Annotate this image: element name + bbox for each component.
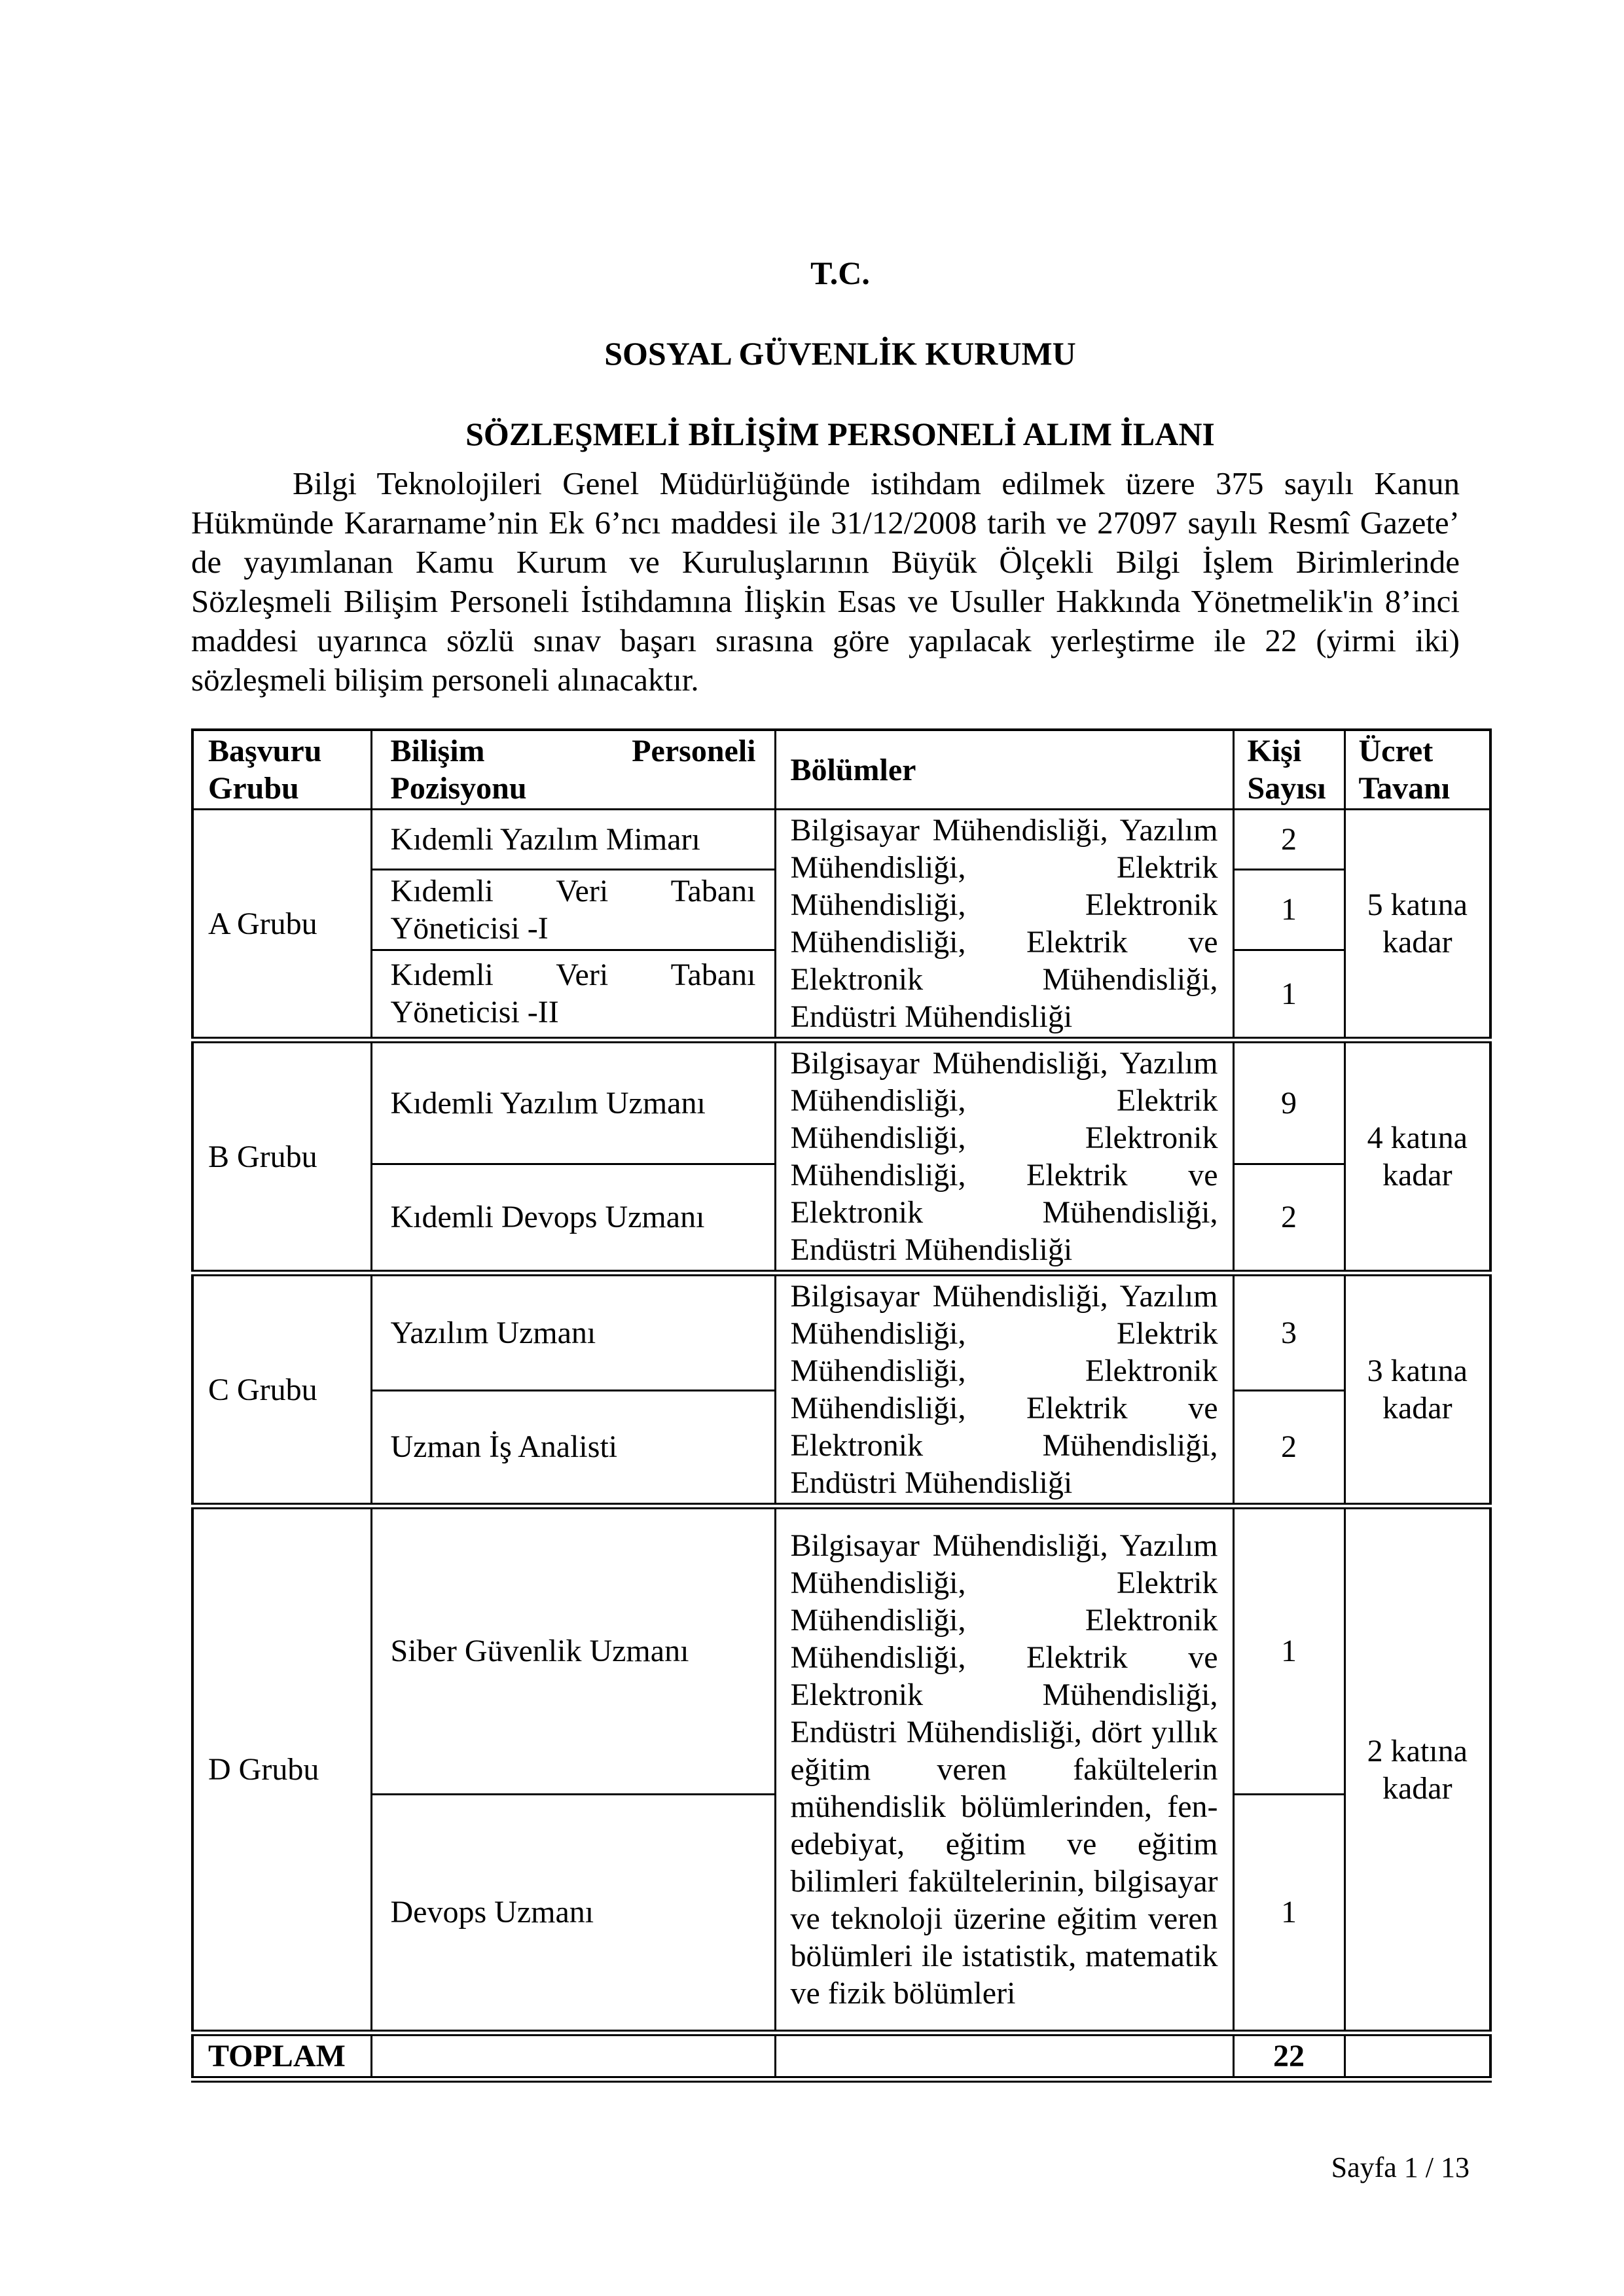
count-cell: 1 [1233,1794,1344,2033]
position-cell: Kıdemli Devops Uzmanı [371,1164,775,1273]
count-cell: 1 [1233,870,1344,950]
count-cell: 3 [1233,1273,1344,1390]
position-cell: Yazılım Uzmanı [371,1273,775,1390]
position-cell: Siber Güvenlik Uzmanı [371,1506,775,1794]
header-position: Bilişim Personeli Pozisyonu [371,730,775,810]
header-departments: Bölümler [775,730,1233,810]
table-row [192,1040,1490,1164]
departments-cell-d: Bilgisayar Mühendisliği, Yazılım Mühendisliği, Elektrik Mühendisliği, Elektronik Mühendisliği, Elektrik ve Elektronik Mühendisliği, Endüstri Mühendisliği, dört yıllık eğitim veren fakültelerin mühendislik bölümlerinden, fen-edebiyat, eğitim ve eğitim bilimleri fakültelerinin, bilgisayar ve teknoloji üzerine eğitim veren bölümleri ile istatistik, matematik ve fizik bölümleri [775,1506,1233,2033]
departments-cell-c: Bilgisayar Mühendisliği, Yazılım Mühendisliği, Elektrik Mühendisliği, Elektronik Mühendisliği, Elektrik ve Elektronik Mühendisliği, Endüstri Mühendisliği [775,1273,1233,1506]
count-cell: 9 [1233,1040,1344,1164]
count-cell: 2 [1233,1390,1344,1506]
salary-cap-cell-a: 5 katına kadar [1344,810,1490,1041]
header-salary-cap: Ücret Tavanı [1344,730,1490,810]
document-header [191,255,1489,452]
group-a-cell: A Grubu [192,810,371,1041]
position-cell: Kıdemli Veri Tabanı Yöneticisi -I [371,870,775,950]
salary-cap-cell-b: 4 katına kadar [1344,1040,1490,1273]
positions-table [191,728,1492,2083]
table-row [192,810,1490,870]
position-cell: Devops Uzmanı [371,1794,775,2033]
salary-cap-cell-c: 3 katına kadar [1344,1273,1490,1506]
total-row [192,2033,1490,2079]
position-cell: Kıdemli Veri Tabanı Yöneticisi -II [371,950,775,1040]
total-label-cell: TOPLAM [192,2033,371,2079]
header-person-count: Kişi Sayısı [1233,730,1344,810]
position-cell: Kıdemli Yazılım Mimarı [371,810,775,870]
position-cell: Kıdemli Yazılım Uzmanı [371,1040,775,1164]
group-d-cell: D Grubu [192,1506,371,2033]
empty-cell [1344,2033,1490,2079]
title-line-announcement: SÖZLEŞMELİ BİLİŞİM PERSONELİ ALIM İLANI [465,416,1215,452]
title-line-tc: T.C. [810,255,870,291]
group-c-cell: C Grubu [192,1273,371,1506]
position-cell: Uzman İş Analisti [371,1390,775,1506]
count-cell: 2 [1233,810,1344,870]
table-row [192,1506,1490,1794]
count-cell: 1 [1233,950,1344,1040]
departments-cell-a: Bilgisayar Mühendisliği, Yazılım Mühendisliği, Elektrik Mühendisliği, Elektronik Mühendisliği, Elektrik ve Elektronik Mühendisliği, Endüstri Mühendisliği [775,810,1233,1041]
title-line-institution: SOSYAL GÜVENLİK KURUMU [604,335,1076,372]
count-cell: 1 [1233,1506,1344,1794]
departments-cell-b: Bilgisayar Mühendisliği, Yazılım Mühendisliği, Elektrik Mühendisliği, Elektronik Mühendisliği, Elektrik ve Elektronik Mühendisliği, Endüstri Mühendisliği [775,1040,1233,1273]
intro-paragraph: Bilgi Teknolojileri Genel Müdürlüğünde istihdam edilmek üzere 375 sayılı Kanun Hükmünde Kararname’nin Ek 6’ncı maddesi ile 31/12/2008 tarih ve 27097 sayılı Resmî Gazete’ de yayımlanan Kamu Kurum ve Kuruluşlarının Büyük Ölçekli Bilgi İşlem Birimlerinde Sözleşmeli Bilişim Personeli İstihdamına İlişkin Esas ve Usuller Hakkında Yönetmelik'in 8’inci maddesi uyarınca sözlü sınav başarı sırasına göre yapılacak yerleştirme ile 22 (yirmi iki) sözleşmeli bilişim personeli alınacaktır. [191,465,1460,698]
salary-cap-cell-d: 2 katına kadar [1344,1506,1490,2033]
document-content [191,255,1489,2184]
group-b-cell: B Grubu [192,1040,371,1273]
empty-cell [371,2033,775,2079]
table-row [192,1273,1490,1390]
page-number: Sayfa 1 / 13 [1331,2151,1470,2183]
table-header-row [192,730,1490,810]
empty-cell [775,2033,1233,2079]
count-cell: 2 [1233,1164,1344,1273]
total-count-cell: 22 [1233,2033,1344,2079]
header-application-group: Başvuru Grubu [192,730,371,810]
